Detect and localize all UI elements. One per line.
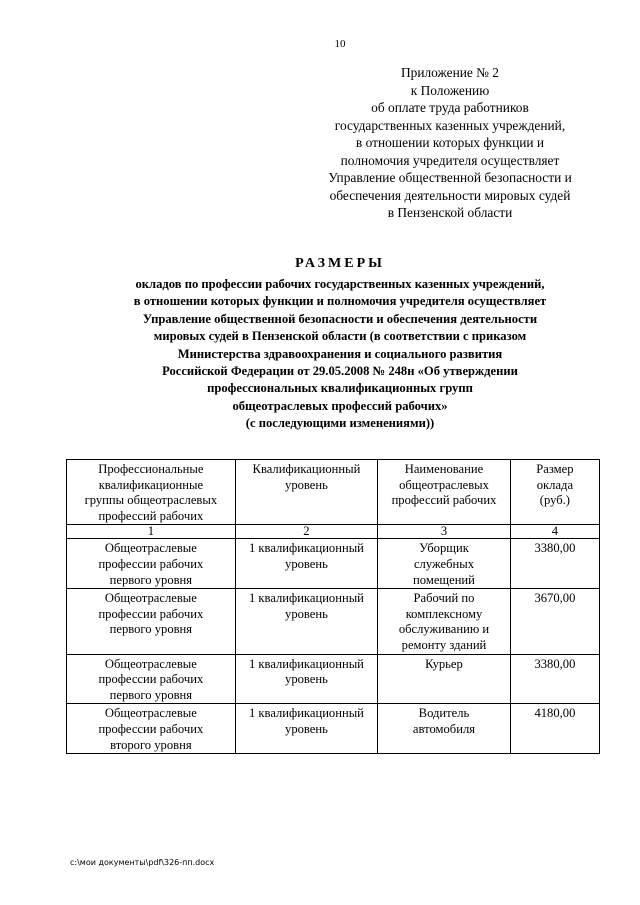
cell-salary: 3380,00 (510, 539, 599, 589)
cell-salary: 3670,00 (510, 589, 599, 654)
cell-level: 1 квалификационный уровень (235, 704, 377, 754)
appendix-line: в отношении которых функции и (355, 135, 545, 150)
appendix-line: Управление общественной безопасности и (328, 170, 572, 185)
footer-file-path: c:\мои документы\pdf\326-пп.docx (70, 858, 215, 867)
cell-profession: Рабочий по комплексному обслуживанию и ремонту зданий (378, 589, 511, 654)
cell-level: 1 квалификационный уровень (235, 589, 377, 654)
cell-profession: Водитель автомобиля (378, 704, 511, 754)
column-number-row (67, 525, 600, 539)
cell-group: Общеотраслевые профессии рабочих первого уровня (67, 654, 236, 704)
subtitle-line: Министерства здравоохранения и социального развития (177, 346, 503, 361)
column-number: 4 (510, 525, 599, 539)
appendix-line: полномочия учредителя осуществляет (340, 152, 560, 168)
table-row (67, 539, 600, 589)
cell-salary: 4180,00 (510, 704, 599, 754)
cell-salary: 3380,00 (510, 654, 599, 704)
subtitle-line: профессиональных квалификационных групп (207, 381, 473, 396)
cell-profession: Уборщик служебных помещений (378, 539, 511, 589)
cell-profession: Курьер (378, 654, 511, 704)
subtitle-line: в отношении которых функции и полномочия учредителя осуществляет (133, 294, 547, 309)
column-number: 1 (67, 525, 236, 539)
appendix-line: в Пензенской области (387, 205, 513, 220)
header-group: Профессиональные квалификационные группы общеотраслевых профессий рабочих (67, 460, 236, 525)
cell-level: 1 квалификационный уровень (235, 654, 377, 704)
cell-group: Общеотраслевые профессии рабочих первого уровня (67, 589, 236, 654)
header-level: Квалификационный уровень (235, 460, 377, 525)
table-row (67, 654, 600, 704)
cell-level: 1 квалификационный уровень (235, 539, 377, 589)
subtitle-line: Российской Федерации от 29.05.2008 № 248н «Об утверждении (162, 364, 518, 379)
appendix-line: обеспечения деятельности мировых судей (329, 187, 571, 203)
appendix-line: Приложение № 2 (400, 65, 500, 80)
subtitle-line: общеотраслевых профессий рабочих» (232, 398, 448, 413)
column-number: 3 (378, 525, 511, 539)
document-title: РАЗМЕРЫ (295, 256, 385, 271)
header-salary: Размер оклада (руб.) (510, 460, 599, 525)
table-row (67, 704, 600, 754)
subtitle-line: (с последующими изменениями)) (245, 416, 435, 431)
appendix-line: к Положению (410, 82, 490, 98)
cell-group: Общеотраслевые профессии рабочих первого уровня (67, 539, 236, 589)
cell-group: Общеотраслевые профессии рабочих второго уровня (67, 704, 236, 754)
appendix-line: государственных казенных учреждений, (334, 117, 566, 133)
salary-table (66, 459, 600, 754)
table-row (67, 589, 600, 654)
subtitle-line: мировых судей в Пензенской области (в соответствии с приказом (153, 329, 527, 344)
header-profession: Наименование общеотраслевых профессий рабочих (378, 460, 511, 525)
column-number: 2 (235, 525, 377, 539)
document-subtitle (60, 276, 620, 433)
table-header-row (67, 460, 600, 525)
page-number: 10 (334, 38, 346, 50)
appendix-line: об оплате труда работников (371, 100, 529, 115)
appendix-block (290, 64, 610, 222)
subtitle-line: окладов по профессии рабочих государственных казенных учреждений, (135, 277, 545, 291)
subtitle-line: Управление общественной безопасности и обеспечения деятельности (142, 311, 538, 326)
